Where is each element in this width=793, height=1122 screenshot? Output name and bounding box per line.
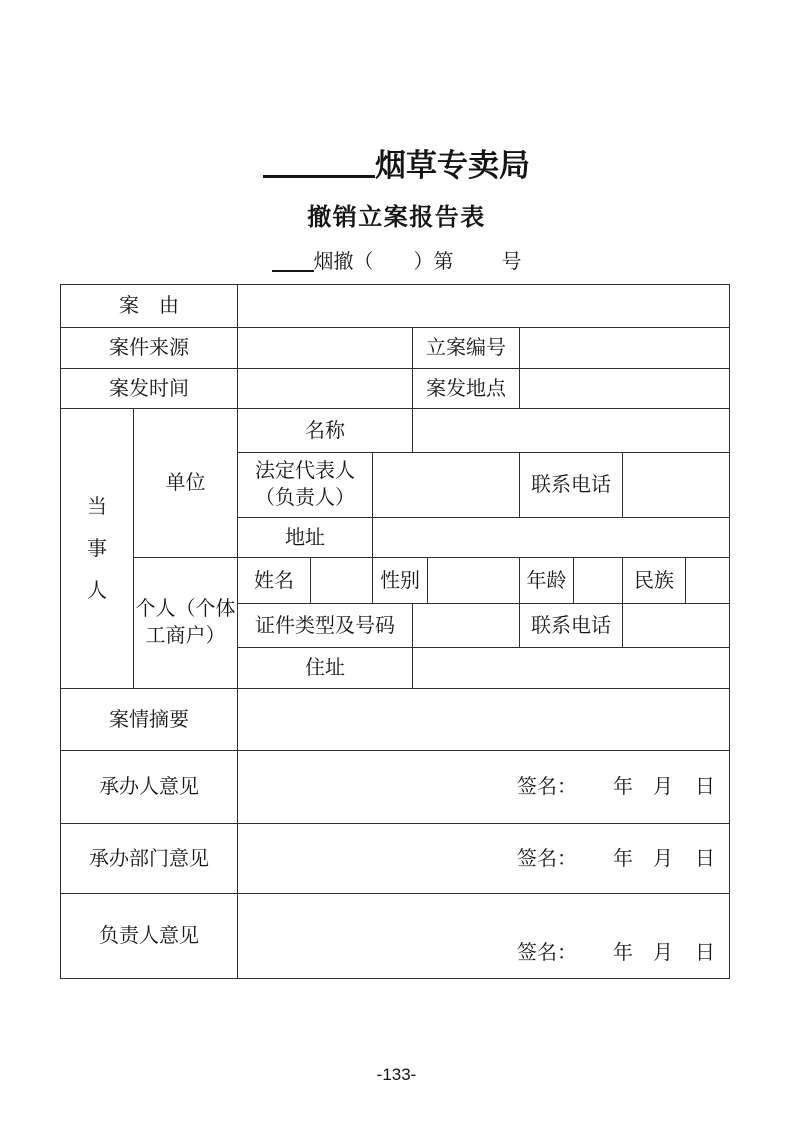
legal-rep-label-line1: 法定代表人 [255, 460, 355, 482]
row-case-source [61, 328, 730, 369]
person-phone-label: 联系电话 [520, 604, 623, 648]
unit-name-value-cell [413, 409, 730, 453]
month-label: 月 [653, 942, 674, 964]
unit-phone-label: 联系电话 [520, 453, 623, 518]
page-number: -133- [376, 1065, 417, 1084]
residence-value-cell [413, 648, 730, 689]
gender-value-cell [428, 558, 520, 604]
doc-number-close-bracket: ） [413, 251, 434, 273]
unit-address-label: 地址 [238, 518, 373, 558]
incident-place-label: 案发地点 [413, 369, 520, 409]
unit-name-label: 名称 [238, 409, 413, 453]
doc-number-line [0, 249, 793, 275]
row-department-opinion [61, 824, 730, 894]
legal-rep-label [238, 453, 373, 518]
age-value-cell [574, 558, 623, 604]
case-source-value-cell [238, 328, 413, 369]
party-char-3: 人 [87, 579, 107, 602]
residence-label: 住址 [238, 648, 413, 689]
day-label: 日 [695, 942, 716, 964]
legal-rep-label-line2: （负责人） [255, 487, 355, 509]
head-opinion-label: 负责人意见 [61, 894, 238, 979]
individual-label-line2: 工商户） [145, 625, 226, 647]
ethnicity-value-cell [686, 558, 730, 604]
person-name-value-cell [311, 558, 373, 604]
row-unit-name [61, 409, 730, 453]
case-revocation-form-table [60, 284, 730, 979]
case-summary-value-cell [238, 689, 730, 751]
unit-group-label: 单位 [134, 409, 238, 558]
filing-number-value-cell [520, 328, 730, 369]
month-label: 月 [653, 847, 674, 870]
unit-phone-value-cell [623, 453, 730, 518]
individual-label-line1: 个人（个体 [135, 598, 236, 620]
case-cause-label: 案 由 [61, 285, 238, 328]
unit-address-value-cell [373, 518, 730, 558]
person-phone-value-cell [623, 604, 730, 648]
incident-time-label: 案发时间 [61, 369, 238, 409]
department-opinion-value-cell [238, 824, 730, 894]
party-vertical-label [61, 494, 133, 604]
head-signature-container [238, 894, 729, 978]
handler-opinion-value-cell [238, 751, 730, 824]
individual-group-label [134, 558, 238, 689]
ethnicity-label: 民族 [623, 558, 686, 604]
row-incident-time [61, 369, 730, 409]
org-name-blank-line [263, 175, 375, 178]
head-opinion-value-cell [238, 894, 730, 979]
doc-number-prefix: 烟撤 [313, 251, 354, 273]
department-signature-line [238, 846, 729, 872]
row-case-summary [61, 689, 730, 751]
year-label: 年 [613, 847, 634, 870]
doc-number-blank-line [272, 270, 314, 272]
day-label: 日 [695, 776, 716, 798]
incident-place-value-cell [520, 369, 730, 409]
party-label-cell [61, 409, 134, 689]
row-case-cause [61, 285, 730, 328]
signature-label: 签名： [517, 942, 578, 964]
head-signature-line [238, 940, 729, 966]
form-title: 撤销立案报告表 [307, 204, 486, 231]
case-source-label: 案件来源 [61, 328, 238, 369]
doc-number-hao: 号 [501, 251, 522, 273]
doc-number-open-bracket: （ [353, 251, 374, 273]
party-char-1: 当 [87, 495, 107, 518]
month-label: 月 [653, 776, 674, 798]
signature-label: 签名： [517, 847, 578, 870]
legal-rep-value-cell [373, 453, 520, 518]
age-label: 年龄 [520, 558, 574, 604]
incident-time-value-cell [238, 369, 413, 409]
doc-number-di: 第 [433, 251, 454, 273]
department-opinion-label: 承办部门意见 [61, 824, 238, 894]
handler-opinion-label: 承办人意见 [61, 751, 238, 824]
case-cause-value-cell [238, 285, 730, 328]
party-char-2: 事 [87, 537, 107, 560]
signature-label: 签名： [517, 776, 578, 798]
person-name-label: 姓名 [238, 558, 311, 604]
gender-label: 性别 [373, 558, 428, 604]
org-title-text: 烟草专卖局 [375, 148, 530, 183]
handler-signature-line [238, 774, 729, 800]
org-title-line [0, 146, 793, 186]
id-type-number-label: 证件类型及号码 [238, 604, 413, 648]
row-head-opinion [61, 894, 730, 979]
day-label: 日 [695, 847, 716, 870]
row-person-basic [61, 558, 730, 604]
row-handler-opinion [61, 751, 730, 824]
year-label: 年 [613, 942, 634, 964]
case-summary-label: 案情摘要 [61, 689, 238, 751]
year-label: 年 [613, 776, 634, 798]
filing-number-label: 立案编号 [413, 328, 520, 369]
id-number-value-cell [413, 604, 520, 648]
